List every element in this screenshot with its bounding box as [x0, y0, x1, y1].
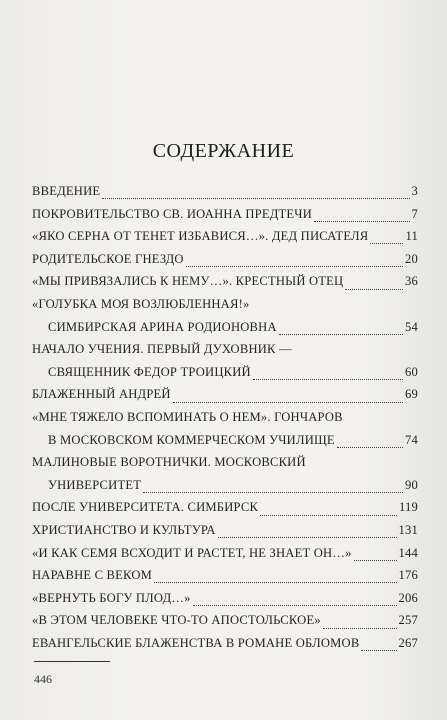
toc-entry	[32, 203, 418, 226]
dot-leader	[354, 551, 397, 561]
toc-entry-page: 144	[398, 545, 418, 560]
footnote-rule	[34, 661, 110, 662]
toc-entry-page: 11	[405, 229, 418, 244]
toc-entry-page: 206	[398, 590, 418, 605]
toc-entry	[32, 609, 418, 632]
toc-entry-title: «ВЕРНУТЬ БОГУ ПЛОД…»	[32, 590, 191, 605]
dot-leader	[370, 234, 403, 244]
toc-entry-page: 3	[411, 184, 418, 198]
toc-entry	[32, 496, 418, 519]
dot-leader	[323, 619, 397, 629]
toc-entry-page: 119	[398, 500, 418, 515]
dot-leader	[260, 506, 397, 516]
toc-entry	[32, 429, 418, 452]
toc-entry	[32, 542, 418, 565]
toc-entry-title: БЛАЖЕННЫЙ АНДРЕЙ	[32, 387, 171, 402]
toc-entry	[32, 474, 418, 497]
dot-leader	[186, 257, 403, 267]
dot-leader	[314, 212, 410, 222]
toc-entry-title: ХРИСТИАНСТВО И КУЛЬТУРА	[32, 522, 216, 537]
toc-entry-title: УНИВЕРСИТЕТ	[48, 477, 142, 492]
toc-entry-title: «ЯКО СЕРНА ОТ ТЕНЕТ ИЗБАВИСЯ…». ДЕД ПИСАТЕЛЯ	[32, 229, 369, 244]
dot-leader	[102, 189, 409, 199]
toc-entry	[32, 180, 418, 203]
toc-entry-page: 60	[405, 364, 418, 379]
toc-entry-page: 7	[411, 206, 418, 221]
toc-entry	[32, 632, 418, 655]
toc-entry-page: 267	[398, 635, 418, 650]
dot-leader	[173, 393, 403, 403]
toc-entry-title: НАРАВНЕ С ВЕКОМ	[32, 568, 153, 583]
dot-leader	[218, 528, 397, 538]
toc-entry	[32, 361, 418, 384]
toc-entry-page: 20	[405, 251, 418, 266]
page-number: 446	[34, 672, 52, 686]
toc-entry-title: «И КАК СЕМЯ ВСХОДИТ И РАСТЕТ, НЕ ЗНАЕТ ОН…»	[32, 545, 352, 560]
toc-entry-title: В МОСКОВСКОМ КОММЕРЧЕСКОМ УЧИЛИЩЕ	[48, 432, 335, 447]
toc-entry-title: «МНЕ ТЯЖЕЛО ВСПОМИНАТЬ О НЕМ». ГОНЧАРОВ	[32, 409, 343, 424]
toc-entry-title: РОДИТЕЛЬСКОЕ ГНЕЗДО	[32, 251, 184, 266]
dot-leader	[253, 370, 403, 380]
dot-leader	[361, 641, 396, 651]
toc-entry-page: 257	[398, 613, 418, 628]
dot-leader	[279, 325, 403, 335]
toc-entry	[32, 406, 418, 429]
toc-entry	[32, 270, 418, 293]
toc-entry-page: 69	[405, 387, 418, 402]
toc-entry-page: 74	[405, 432, 418, 447]
toc-entry	[32, 248, 418, 271]
toc-entry-title: СИМБИРСКАЯ АРИНА РОДИОНОВНА	[48, 319, 277, 334]
toc-entry-title: ЕВАНГЕЛЬСКИЕ БЛАЖЕНСТВА В РОМАНЕ ОБЛОМОВ	[32, 635, 360, 650]
toc-entry-page: 36	[405, 274, 418, 289]
toc-entry-title: «ГОЛУБКА МОЯ ВОЗЛЮБЛЕННАЯ!»	[32, 296, 250, 311]
toc-entry-page: 131	[398, 522, 418, 537]
toc-entry-title: ПОСЛЕ УНИВЕРСИТЕТА. СИМБИРСК	[32, 500, 259, 515]
toc-entry	[32, 564, 418, 587]
dot-leader	[143, 483, 403, 493]
dot-leader	[154, 573, 396, 583]
toc-entry-page: 176	[398, 568, 418, 583]
dot-leader	[337, 438, 403, 448]
toc-entry	[32, 338, 418, 361]
toc-entry	[32, 293, 418, 316]
toc-entry-title: НАЧАЛО УЧЕНИЯ. ПЕРВЫЙ ДУХОВНИК —	[32, 342, 292, 357]
toc-entry	[32, 519, 418, 542]
toc-entry-page: 90	[405, 477, 418, 492]
toc-entry-title: ВВЕДЕНИЕ	[32, 184, 101, 198]
table-of-contents	[32, 180, 418, 654]
toc-entry-title: «В ЭТОМ ЧЕЛОВЕКЕ ЧТО-ТО АПОСТОЛЬСКОЕ»	[32, 613, 321, 628]
toc-entry-title: «МЫ ПРИВЯЗАЛИСЬ К НЕМУ…». КРЕСТНЫЙ ОТЕЦ	[32, 274, 344, 289]
toc-entry-title: ПОКРОВИТЕЛЬСТВО СВ. ИОАННА ПРЕДТЕЧИ	[32, 206, 312, 221]
toc-entry-title: МАЛИНОВЫЕ ВОРОТНИЧКИ. МОСКОВСКИЙ	[32, 455, 306, 470]
toc-entry	[32, 451, 418, 474]
toc-entry-title: СВЯЩЕННИК ФЕДОР ТРОИЦКИЙ	[48, 364, 251, 379]
dot-leader	[193, 596, 397, 606]
toc-entry-page: 54	[405, 319, 418, 334]
toc-entry	[32, 383, 418, 406]
page-title: СОДЕРЖАНИЕ	[152, 140, 295, 162]
toc-entry	[32, 316, 418, 339]
toc-entry	[32, 587, 418, 610]
toc-entry	[32, 225, 418, 248]
dot-leader	[345, 280, 403, 290]
